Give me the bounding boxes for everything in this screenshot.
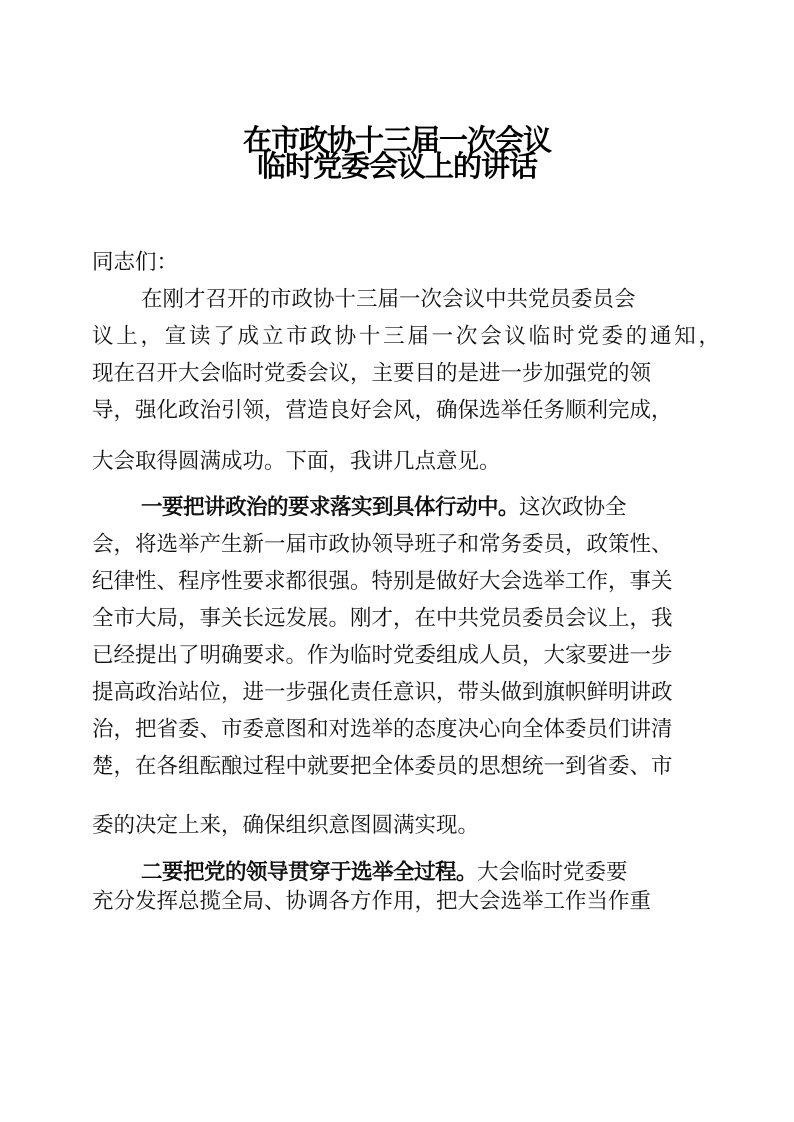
intro-line: 导，强化政治引领，营造良好会风，确保选举任务顺利完成， (92, 398, 673, 423)
intro-line: 在刚才召开的市政协十三届一次会议中共党员委员会 (141, 287, 636, 312)
section-1-line: 治，把省委、市委意图和对选举的态度决心向全体委员们讲清 (92, 717, 673, 742)
section-2-line: 充分发挥总揽全局、协调各方作用，把大会选举工作当作重 (92, 889, 652, 914)
document-title-line-2: 临时党委会议上的讲话 (256, 149, 537, 183)
intro-line: 现在召开大会临时党委会议，主要目的是进一步加强党的领 (92, 361, 652, 386)
section-1-line: 委的决定上来，确保组织意图圆满实现。 (92, 813, 480, 838)
section-1-first-line (141, 493, 627, 523)
salutation: 同志们： (92, 250, 179, 275)
section-1-line: 全市大局，事关长远发展。刚才，在中共党员委员会议上，我 (92, 606, 673, 631)
section-1-first-line-rest: 这次政协全 (519, 495, 627, 520)
section-1-line: 已经提出了明确要求。作为临时党委组成人员，大家要进一步 (92, 643, 673, 668)
intro-line: 议上，宣读了成立市政协十三届一次会议临时党委的通知， (92, 324, 720, 349)
section-1-line: 楚，在各组酝酿过程中就要把全体委员的思想统一到省委、市 (92, 754, 673, 779)
section-1-line: 纪律性、程序性要求都很强。特别是做好大会选举工作，事关 (92, 569, 673, 594)
intro-line: 大会取得圆满成功。下面，我讲几点意见。 (92, 449, 501, 474)
section-1-line: 提高政治站位，进一步强化责任意识，带头做到旗帜鲜明讲政 (92, 680, 673, 705)
section-1-line: 会，将选举产生新一届市政协领导班子和常务委员，政策性、 (92, 532, 673, 557)
section-2-first-line-rest: 大会临时党委要 (477, 860, 628, 885)
document-title-line-1: 在市政协十三届一次会议 (242, 123, 551, 157)
section-1-heading: 一要把讲政治的要求落实到具体行动中。 (141, 495, 520, 520)
section-2-heading: 二要把党的领导贯穿于选举全过程。 (141, 860, 478, 885)
section-2-first-line (141, 858, 628, 888)
